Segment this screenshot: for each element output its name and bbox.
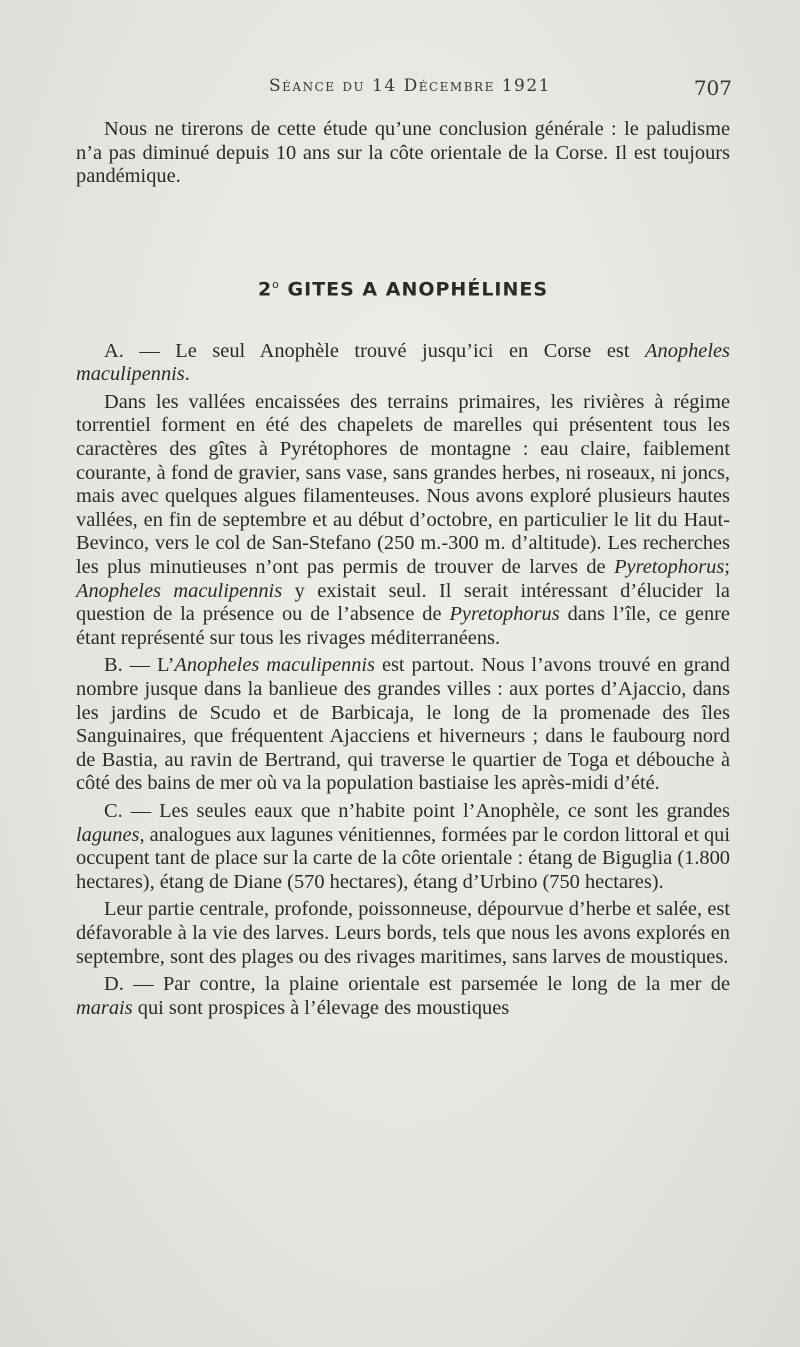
paragraph-b-lead: B. — L’ [104, 654, 175, 677]
conclusion-text: Nous ne tirerons de cette étude qu’une conclusion générale : le paludisme n’a pas diminué depuis 10 ans sur la côte orientale de la Corse. Il est toujours pandémique. [76, 118, 730, 188]
paragraph-valleys-text-2: y existait seul. Il serait intéressant d’élucider la question de la présence ou de l’absence de [76, 579, 730, 626]
section-number-sup: o [272, 277, 280, 291]
section-number: 2 [257, 278, 273, 301]
paragraph-c-lead: C. — Les seules eaux que n’habite point l’Anophèle, ce sont les grandes [104, 799, 730, 822]
paragraph-a-end: . [184, 363, 190, 386]
paragraph-c2 [76, 898, 730, 969]
spacer [76, 189, 730, 273]
paragraph-d-lead: D. — Par contre, la plaine orientale est parsemée le long de la mer de [104, 973, 730, 996]
section-heading [76, 273, 730, 302]
paragraph-d [76, 973, 730, 1020]
species-name: Anopheles maculipennis [76, 339, 730, 386]
paragraph-valleys-text-3: dans l’île, ce genre étant représenté sur tous les rivages méditerranéens. [76, 603, 730, 649]
term-marais: marais [76, 996, 133, 1019]
paragraph-c [76, 800, 730, 894]
separator: ; [724, 556, 730, 579]
genus-name: Pyretophorus [614, 556, 725, 579]
species-name: Anopheles maculipennis [76, 579, 283, 602]
page-number: 707 [693, 76, 732, 100]
paragraph-c2-text: Leur partie centrale, profonde, poissonneuse, dépourvue d’herbe et salée, est défavorable à la vie des larves. Leurs bords, tels que nous les avons explorés en septembre, sont des plages ou des rivages maritimes, sans larves de moustiques. [76, 898, 730, 968]
running-head: Séance du 14 Décembre 1921 [269, 76, 551, 96]
page-header [80, 76, 740, 106]
paragraph-a-text: A. — Le seul Anophèle trouvé jusqu’ici en Corse est [104, 339, 630, 362]
paragraph-b [76, 654, 730, 796]
paragraph-d-text: qui sont prospices à l’élevage des moustiques [132, 996, 510, 1019]
section-title: GITES A ANOPHÉLINES [287, 278, 549, 301]
body-text [76, 118, 730, 1020]
species-name: Anopheles maculipennis [174, 654, 375, 677]
paragraph-conclusion [76, 118, 730, 189]
paragraph-valleys [76, 391, 730, 651]
genus-name: Pyretophorus [449, 603, 560, 626]
paragraph-c-text: , analogues aux lagunes vénitiennes, formées par le cordon littoral et qui occupent tant de place sur la carte de la côte orientale : étang de Biguglia (1.800 hectares), étang de Diane (570 hectares), étang d’Urbino (750 hectares). [76, 823, 731, 893]
spacer [76, 302, 730, 340]
paragraph-b-text: est partout. Nous l’avons trouvé en grand nombre jusque dans la banlieue des grandes villes : aux portes d’Ajaccio, dans les jardins de Scudo et de Barbicaja, le long de la promenade des îles Sanguinaires, que fréquentent Ajacciens et hiverneurs ; dans le faubourg nord de Bastia, au ravin de Bertrand, qui traverse le quartier de Toga et débouche à côté des bains de mer où va la population bastiaise les après-midi d’été. [76, 654, 730, 795]
paragraph-valleys-text: Dans les vallées encaissées des terrains primaires, les rivières à régime torrentiel forment en été des chapelets de marelles qui présentent tous les caractères des gîtes à Pyrétophores de montagne : eau claire, faiblement courante, à fond de gravier, sans vase, sans grandes herbes, ni roseaux, ni joncs, mais avec quelques algues filamenteuses. Nous avons exploré plusieurs hautes vallées, en fin de septembre et au début d’octobre, en particulier le lit du Haut-Bevinco, vers le col de San-Stefano (250 m.-300 m. d’altitude). Les recherches les plus minutieuses n’ont pas permis de trouver de larves de [76, 390, 730, 579]
paragraph-a [76, 340, 730, 387]
term-lagunes: lagunes [76, 823, 140, 846]
